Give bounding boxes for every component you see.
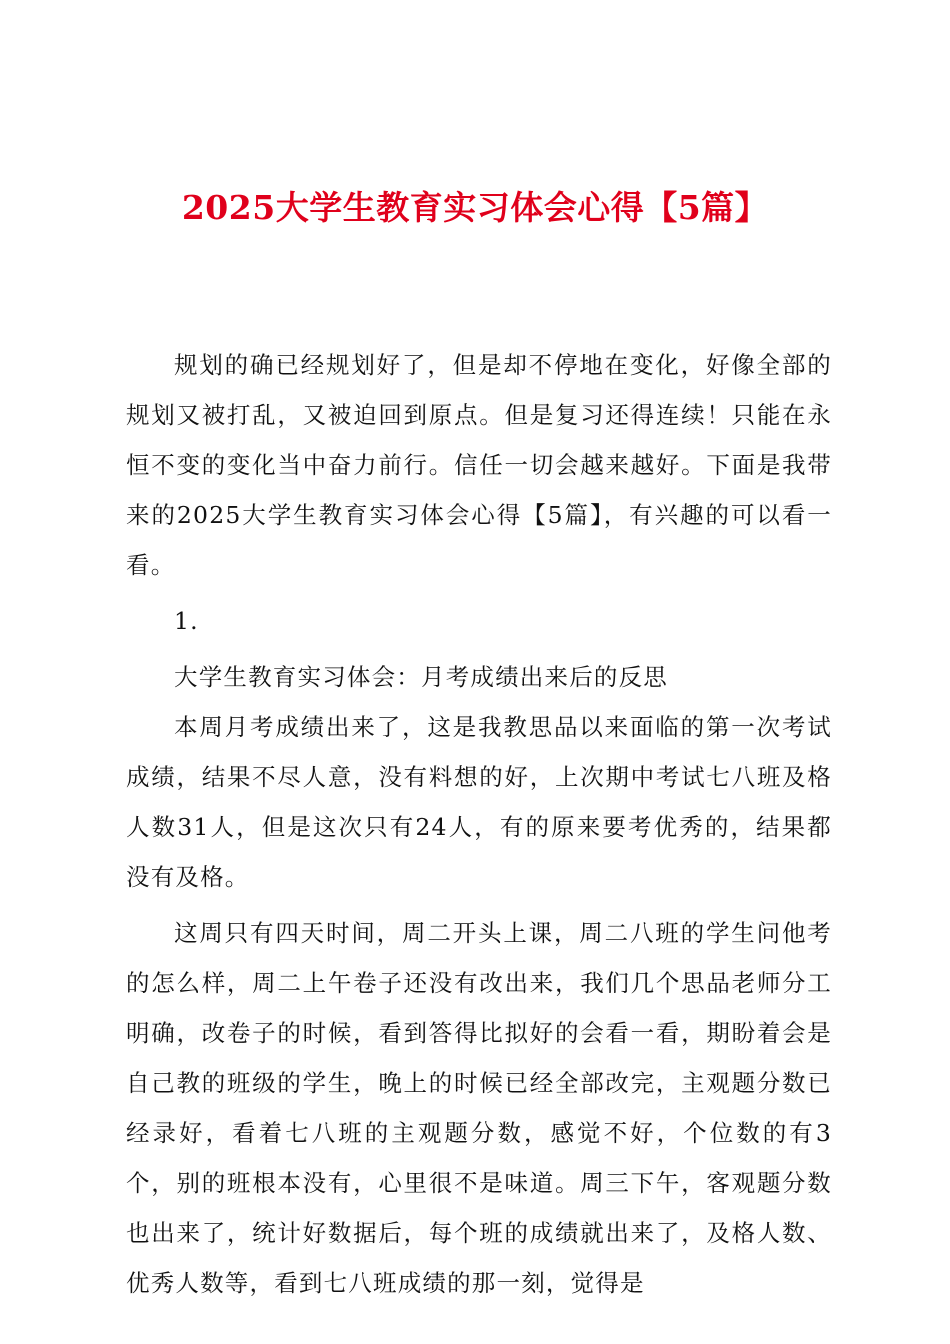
- body-paragraph-1: 本周月考成绩出来了，这是我教思品以来面临的第一次考试成绩，结果不尽人意，没有料想的好，上次期中考试七八班及格人数31人，但是这次只有24人，有的原来要考优秀的，结果都没有及格。: [126, 713, 832, 891]
- section-heading: 大学生教育实习体会：月考成绩出来后的反思: [174, 663, 668, 691]
- document-body: [126, 340, 832, 1308]
- section-number: 1.: [174, 607, 199, 635]
- body-paragraph-2: 这周只有四天时间，周二开头上课，周二八班的学生问他考的怎么样，周二上午卷子还没有改出来，我们几个思品老师分工明确，改卷子的时候，看到答得比拟好的会看一看，期盼着会是自己教的班级的学生，晚上的时候已经全部改完，主观题分数已经录好，看着七八班的主观题分数，感觉不好，个位数的有3个，别的班根本没有，心里很不是味道。周三下午，客观题分数也出来了，统计好数据后，每个班的成绩就出来了，及格人数、优秀人数等，看到七八班成绩的那一刻，觉得是: [126, 919, 832, 1297]
- intro-paragraph: 规划的确已经规划好了，但是却不停地在变化，好像全部的规划又被打乱，又被迫回到原点。但是复习还得连续！只能在永恒不变的变化当中奋力前行。信任一切会越来越好。下面是我带来的2025大学生教育实习体会心得【5篇】，有兴趣的可以看一看。: [126, 351, 832, 579]
- document-title: 2025大学生教育实习体会心得【5篇】: [181, 188, 769, 227]
